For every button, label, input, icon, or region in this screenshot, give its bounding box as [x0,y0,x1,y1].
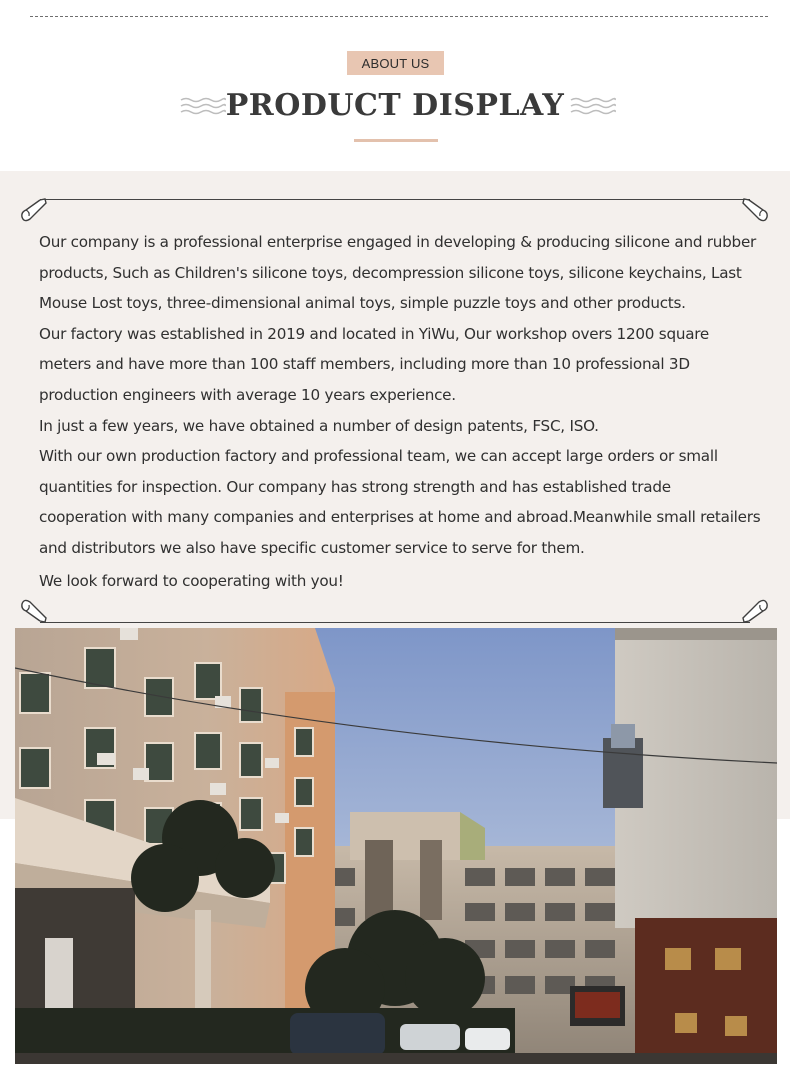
scroll-top-border [40,199,750,200]
description-paragraph: Our factory was established in 2019 and located in YiWu, Our workshop overs 1200 square meters and have more than 100 staff members, including more than 10 professional 3D production engineers with average 10 years experience. [39,324,710,404]
scroll-bottom-border [40,622,750,623]
description-paragraph: Our company is a professional enterprise engaged in developing & producing silicone and rubber products, Such as Children's silicone toys, decompression silicone toys, silicone keychains, Last Mouse Lost toys, three-dimensional animal toys, simple puzzle toys and other products. [39,233,757,313]
scroll-curl-icon [20,598,48,624]
wave-lines-icon [569,96,617,116]
heading-underline [354,139,438,142]
scroll-curl-icon [741,598,769,624]
factory-photo [15,628,777,1064]
closing-line: We look forward to cooperating with you! [39,571,344,590]
page-title: PRODUCT DISPLAY [225,88,565,123]
scroll-curl-icon [741,197,769,223]
section-heading [0,84,790,128]
scroll-curl-icon [20,197,48,223]
about-us-badge: ABOUT US [347,51,444,75]
top-dashed-divider [30,16,768,17]
description-paragraph: With our own production factory and professional team, we can accept large orders or small quantities for inspection. Our company has strong strength and has established trade cooperation with many companies and enterprises at home and abroad.Meanwhile small retailers and distributors we also have specific customer service to serve for them. [39,447,761,557]
company-description [39,227,763,596]
description-paragraph: In just a few years, we have obtained a number of design patents, FSC, ISO. [39,416,599,435]
